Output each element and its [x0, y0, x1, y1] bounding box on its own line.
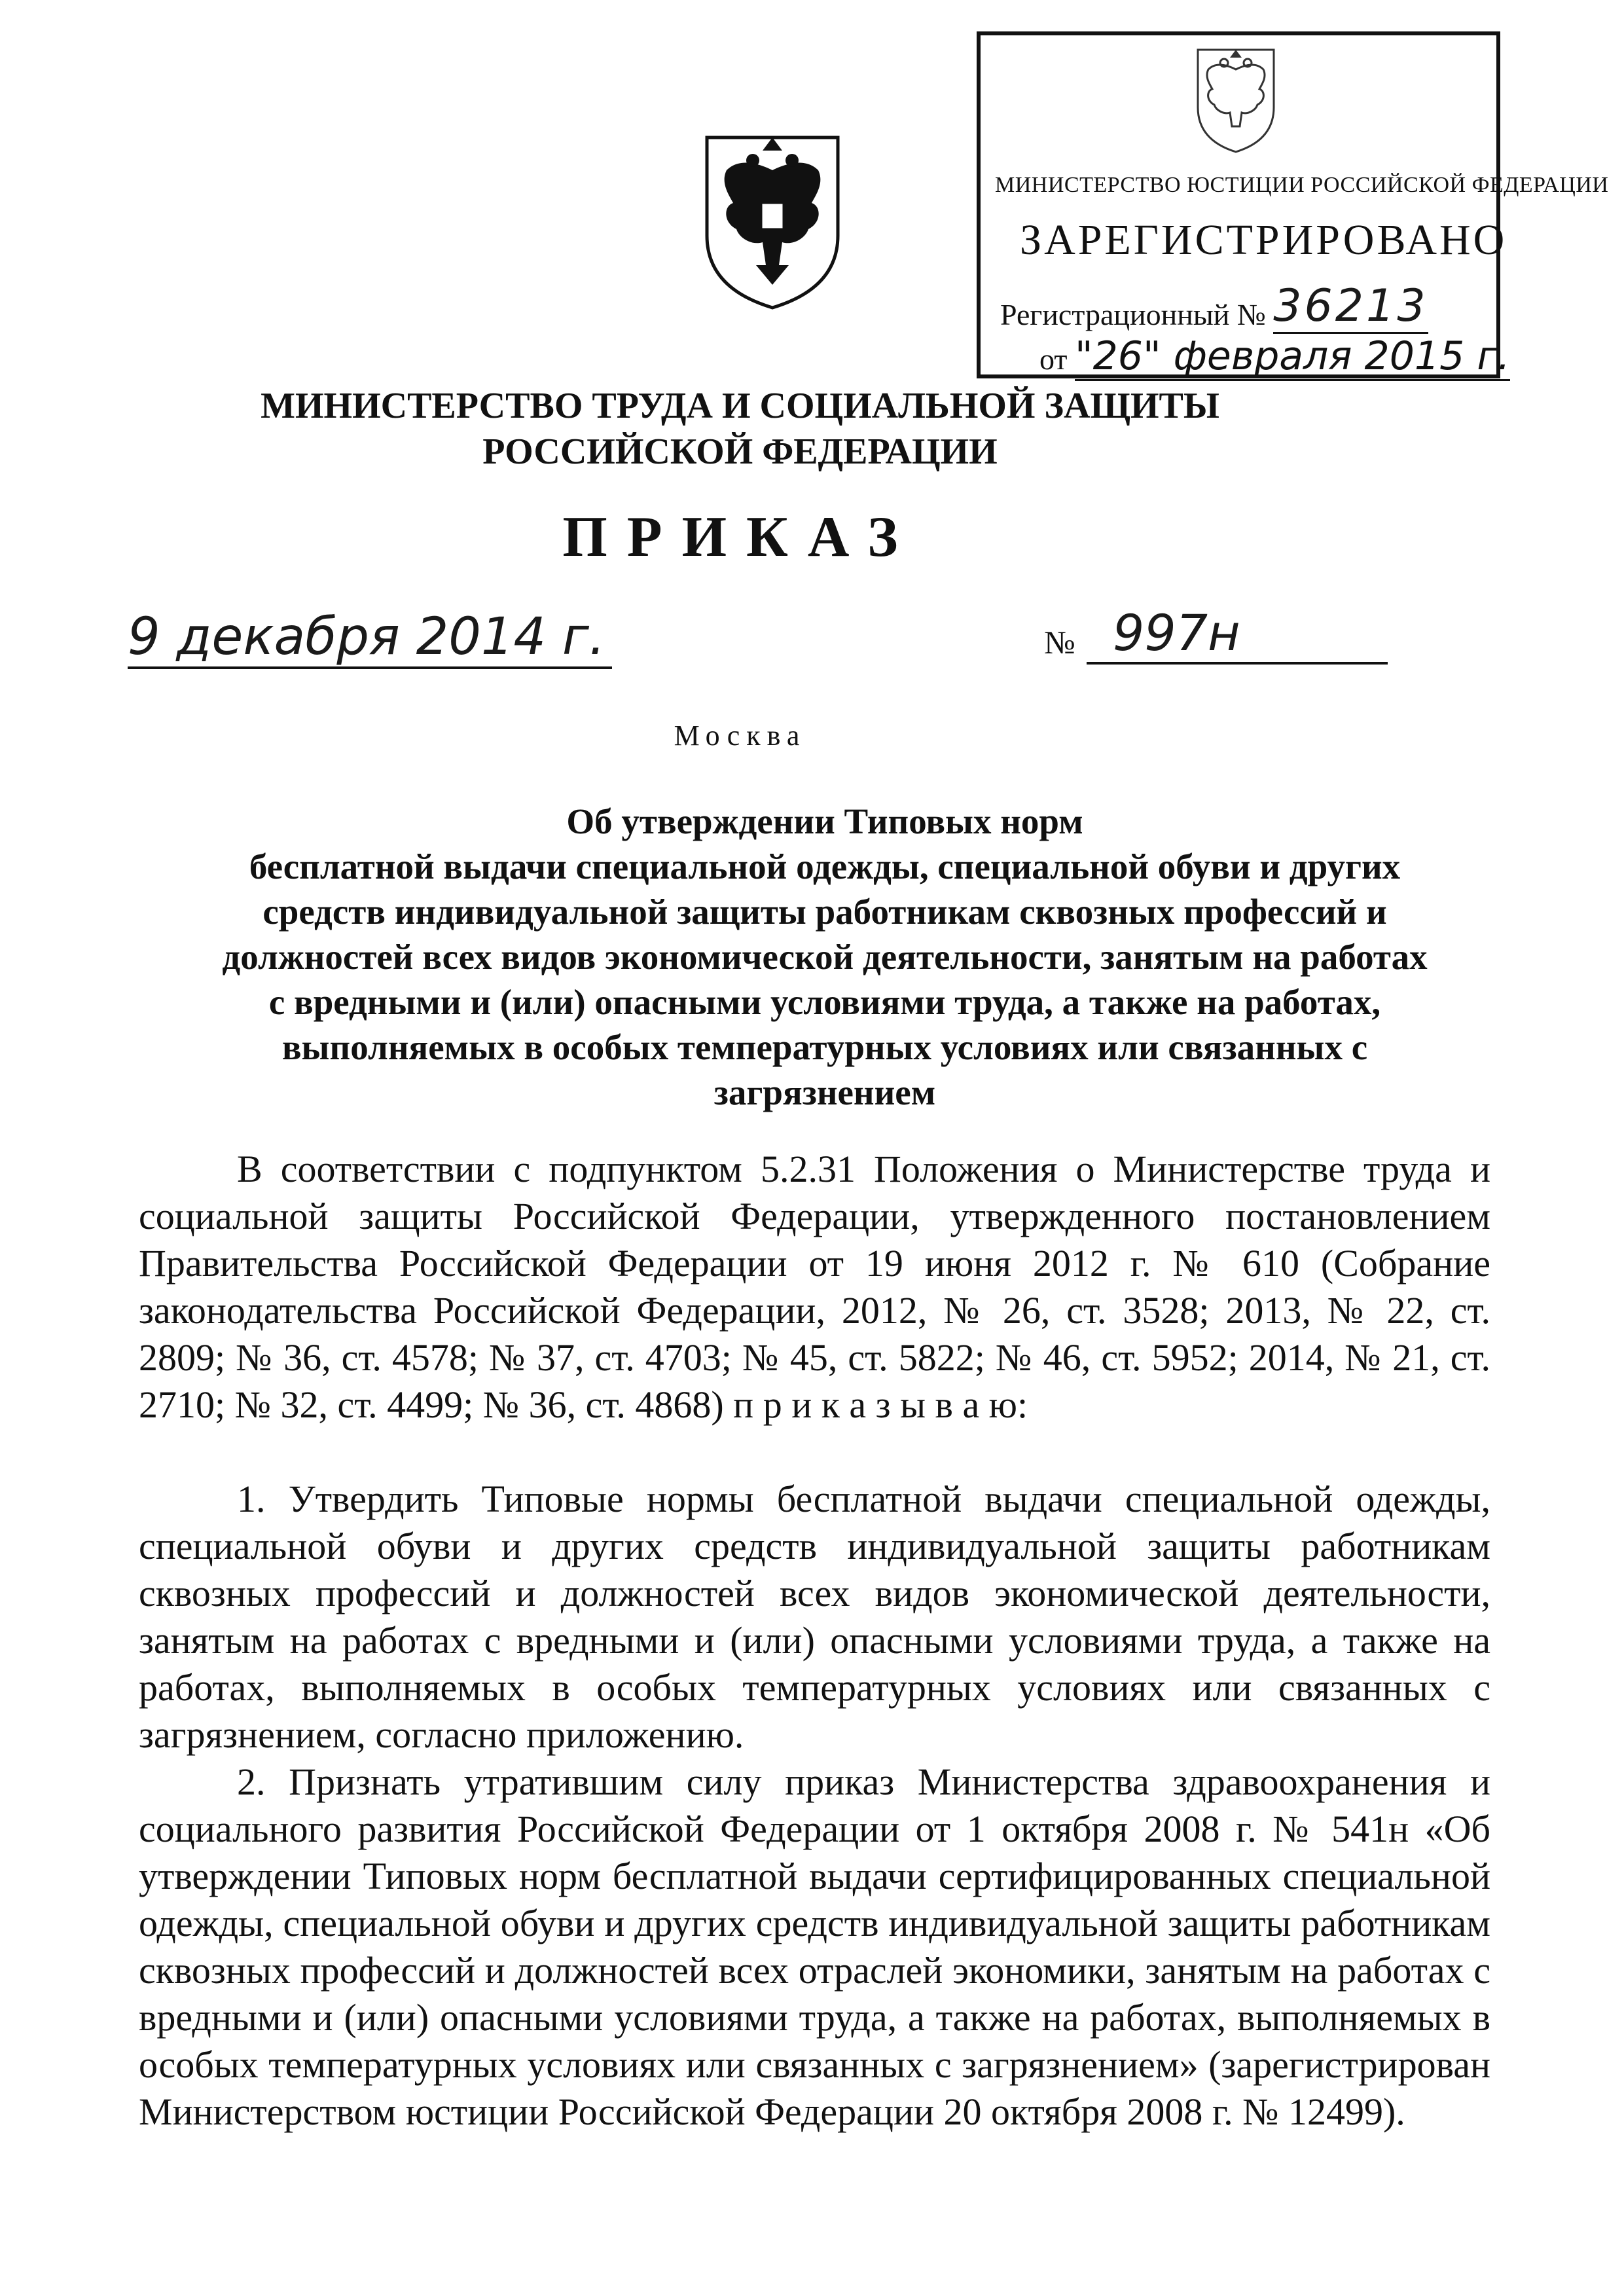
- stamp-coat-of-arms-icon: [1190, 42, 1282, 156]
- ministry-name: [0, 383, 1624, 475]
- title-line: с вредными и (или) опасными условиями труда, а также на работах,: [268, 982, 1381, 1022]
- title-line: выполняемых в особых температурных условиях или связанных с: [281, 1027, 1368, 1067]
- ministry-line-1: МИНИСТЕРСТВО ТРУДА И СОЦИАЛЬНОЙ ЗАЩИТЫ: [261, 386, 1219, 426]
- preamble-paragraph: В соответствии с подпунктом 5.2.31 Положения о Министерстве труда и социальной защиты Российской Федерации, утвержденного постановлением Правительства Российской Федерации от 19 июня 2012 г. № 610 (Собрание законодательства Российской Федерации, 2012, № 26, ст. 3528; 2013, № 22, ст. 2809; № 36, ст. 4578; № 37, ст. 4703; № 45, ст. 5822; № 46, ст. 5952; 2014, № 21, ст. 2710; № 32, ст. 4499; № 36, ст. 4868) п р и к а з ы в а ю:: [139, 1148, 1490, 1426]
- document-number-label: №: [1044, 624, 1075, 661]
- title-line: Об утверждении Типовых норм: [566, 801, 1083, 841]
- title-line: должностей всех видов экономической деятельности, занятым на работах: [222, 937, 1428, 977]
- stamp-registration-date: [1039, 333, 1510, 379]
- stamp-registered-label: ЗАРЕГИСТРИРОВАНО: [1020, 216, 1507, 264]
- title-line: бесплатной выдачи специальной одежды, специальной обуви и других: [249, 847, 1401, 886]
- document-city: [0, 719, 1624, 752]
- paragraph-spacer: [139, 1429, 1490, 1476]
- city-label: Москва: [674, 720, 806, 752]
- item-2-paragraph: 2. Признать утратившим силу приказ Министерства здравоохранения и социального развития Российской Федерации от 1 октября 2008 г. № 541н «Об утверждении Типовых норм бесплатной выдачи сертифицированных специальной одежды, специальной обуви и других средств индивидуальной защиты работникам сквозных профессий и должностей всех отраслей экономики, занятым на работах с вредными и (или) опасными условиями труда, а также на работах, выполняемых в особых температурных условиях или связанных с загрязнением» (зарегистрирован Министерством юстиции Российской Федерации 20 октября 2008 г. № 12499).: [139, 1760, 1490, 2133]
- stamp-regno-value: 36213: [1273, 280, 1428, 334]
- document-title: [170, 799, 1479, 1115]
- stamp-date-value: "26" февраля 2015 г.: [1075, 333, 1510, 381]
- document-number: 997н: [1087, 604, 1388, 665]
- stamp-date-prefix: от: [1039, 342, 1068, 376]
- document-body: [139, 1146, 1490, 2136]
- stamp-registration-number: [1000, 280, 1428, 336]
- item-1-paragraph: 1. Утвердить Типовые нормы бесплатной выдачи специальной одежды, специальной обуви и других средств индивидуальной защиты работникам сквозных профессий и должностей всех видов экономической деятельности, занятым на работах с вредными и (или) опасными условиями труда, а также на работах, выполняемых в особых температурных условиях или связанных с загрязнением, согласно приложению.: [139, 1478, 1490, 1756]
- document-date: 9 декабря 2014 г.: [128, 608, 612, 669]
- title-line: средств индивидуальной защиты работникам сквозных профессий и: [262, 892, 1387, 932]
- document-type: [0, 504, 1624, 570]
- coat-of-arms-icon: [694, 124, 851, 314]
- document-type-label: ПРИКАЗ: [562, 505, 918, 569]
- stamp-ministry-name: МИНИСТЕРСТВО ЮСТИЦИИ РОССИЙСКОЙ ФЕДЕРАЦИИ: [995, 173, 1609, 197]
- registration-stamp: [977, 31, 1609, 379]
- title-line: загрязнением: [713, 1072, 936, 1112]
- ministry-line-2: РОССИЙСКОЙ ФЕДЕРАЦИИ: [482, 431, 998, 472]
- stamp-regno-label: Регистрационный №: [1000, 298, 1266, 331]
